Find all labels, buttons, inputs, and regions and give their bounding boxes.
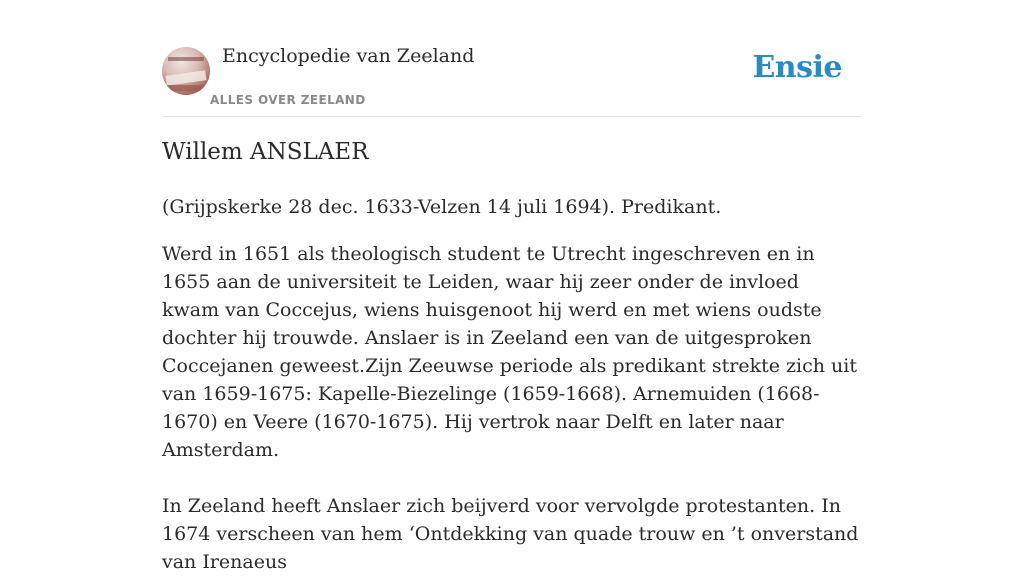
page — [162, 0, 862, 573]
article-paragraph: Werd in 1651 als theologisch student te Utrecht ingeschreven en in 1655 aan de universiteit te Leiden, waar hij zeer onder de invloed kwam van Coccejus, wiens huisgenoot hij werd en met wiens oudste dochter hij trouwde. Anslaer is in Zeeland een van de uitgesproken Coccejanen geweest.Zijn Zeeuwse periode als predikant strekte zich uit van 1659-1675: Kapelle-Biezelinge (1659-1668). Arnemuiden (1668-1670) en Veere (1670-1675). Hij vertrok naar Delft en later naar Amsterdam. — [162, 243, 857, 461]
site-avatar[interactable] — [162, 47, 210, 95]
site-subtitle: ALLES OVER ZEELAND — [210, 93, 366, 107]
article-lead-paragraph: (Grijpskerke 28 dec. 1633-Velzen 14 juli 1694). Predikant. — [162, 196, 722, 218]
article-body — [162, 193, 862, 576]
article-title: Willem ANSLAER — [162, 139, 369, 165]
site-header — [162, 0, 862, 117]
site-title[interactable]: Encyclopedie van Zeeland — [222, 45, 475, 67]
brand-logo-link[interactable]: Ensie — [752, 50, 842, 85]
article-paragraph: In Zeeland heeft Anslaer zich beijverd voor vervolgde protestanten. In 1674 verscheen van hem ‘Ontdekking van quade trouw en ’t onverstand van Irenaeus — [162, 495, 859, 573]
